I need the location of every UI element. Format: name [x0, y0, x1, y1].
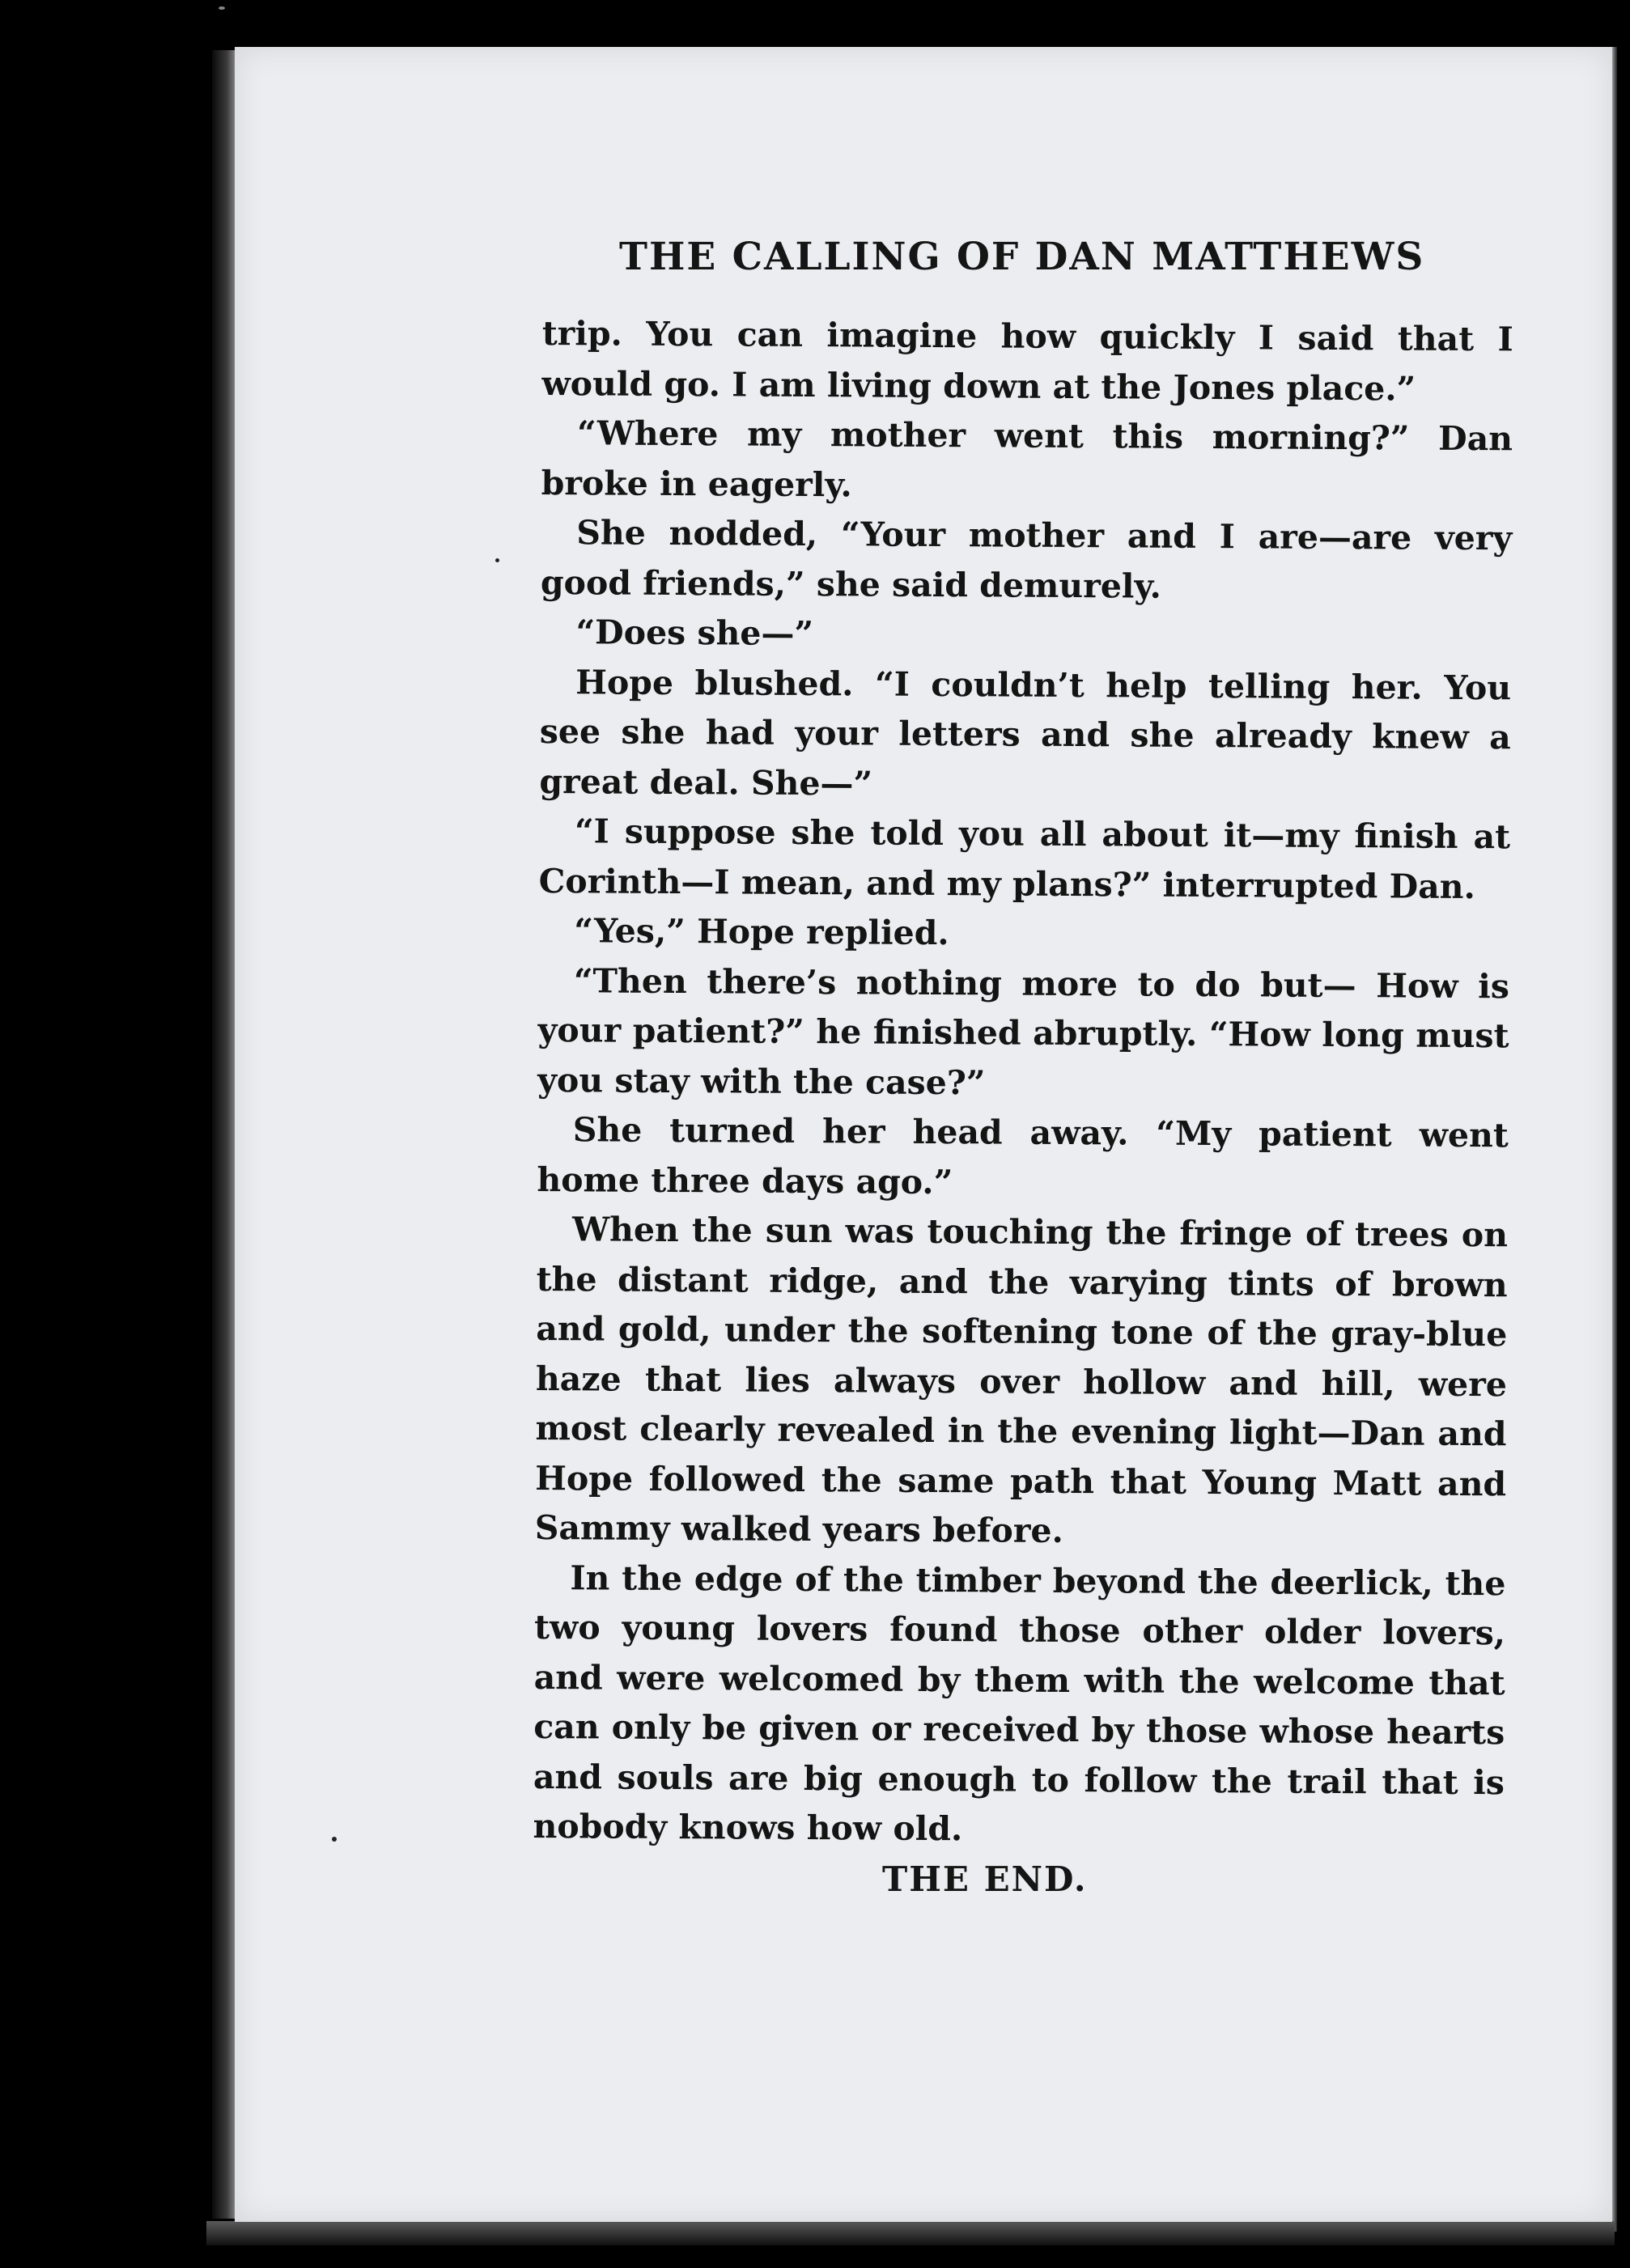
paragraph-3: She nodded, “Your mother and I are—are very good friends,” she said demurely. — [540, 513, 1513, 606]
paragraph-10: When the sun was touching the fringe of trees on the distant ridge, and the varying tints of brown and gold, under the softening tone of the gray-blue haze that lies always over hollow and hill, were most clearly revealed in the evening light—Dan and Hope followed the same path that Young Matt and Sammy walked years before. — [534, 1210, 1509, 1550]
running-head: THE CALLING OF DAN MATTHEWS — [619, 235, 1425, 279]
paragraph-11: In the edge of the timber beyond the deerlick, the two young lovers found those other older lovers, and were welcomed by them with the welcome that can only be given or received by those whose hearts and souls are big enough to follow the trail that is nobody knows how old. — [533, 1558, 1506, 1849]
paragraph-1: trip. You can imagine how quickly I said that I would go. I am living down at the Jones place.” — [541, 313, 1513, 409]
book-gutter-shadow — [212, 50, 236, 2219]
paragraph-9: She turned her head away. “My patient went home three days ago.” — [537, 1110, 1509, 1202]
paragraph-5: Hope blushed. “I couldn’t help telling her. You see she had your letters and she already knew a great deal. She—” — [539, 662, 1512, 803]
paragraph-7: “Yes,” Hope replied. — [574, 911, 949, 953]
body-text — [533, 309, 1513, 1858]
paragraph-2: “Where my mother went this morning?” Dan broke in eagerly. — [541, 413, 1513, 504]
scan-speck — [495, 558, 499, 562]
closing-the-end: THE END. — [882, 1859, 1088, 1899]
paragraph-4: “Does she—” — [575, 613, 814, 654]
page-bottom-edge — [206, 2221, 1615, 2245]
paragraph-6: “I suppose she told you all about it—my finish at Corinth—I mean, and my plans?” interrupted Dan. — [538, 812, 1511, 906]
scan-speck — [332, 1837, 337, 1842]
scan-speck — [219, 6, 225, 10]
paragraph-8: “Then there’s nothing more to do but— How is your patient?” he finished abruptly. “How long must you stay with the case?” — [537, 960, 1510, 1102]
